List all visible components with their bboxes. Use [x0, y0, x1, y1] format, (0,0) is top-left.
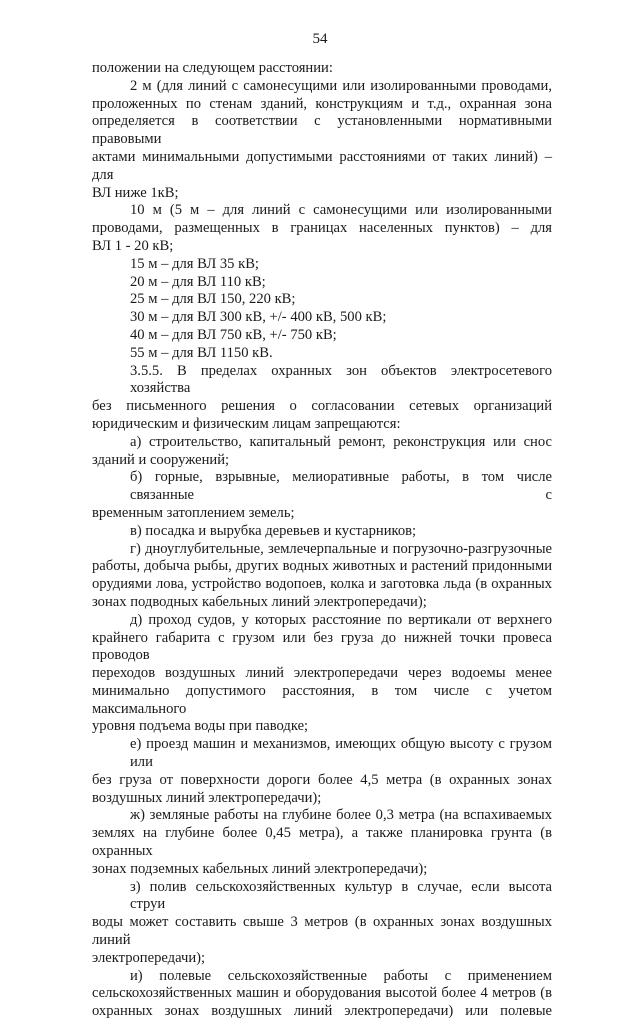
- text-line: проводами, размещенных в границах населенных пунктов) – для: [92, 220, 552, 237]
- text-line: б) горные, взрывные, мелиоративные работы, в том числе связанные с: [130, 469, 552, 504]
- text-line: е) проезд машин и механизмов, имеющих общую высоту с грузом или: [130, 736, 552, 771]
- text-line: и) полевые сельскохозяйственные работы с применением: [130, 967, 552, 984]
- text-line: 2 м (для линий с самонесущими или изолированными проводами,: [130, 77, 552, 94]
- text-line: уровня подъема воды при паводке;: [92, 718, 309, 735]
- text-line: 30 м – для ВЛ 300 кВ, +/- 400 кВ, 500 кВ;: [130, 309, 387, 326]
- document-body: [92, 60, 552, 1021]
- text-line: без груза от поверхности дороги более 4,5 метра (в охранных зонах: [92, 771, 552, 788]
- text-line: 15 м – для ВЛ 35 кВ;: [130, 255, 259, 272]
- text-line: зонах подземных кабельных линий электропередачи);: [92, 860, 428, 877]
- text-line: г) дноуглубительные, землечерпальные и погрузочно-разгрузочные: [130, 540, 552, 557]
- text-line: д) проход судов, у которых расстояние по вертикали от верхнего: [130, 611, 552, 628]
- text-line: ВЛ ниже 1кВ;: [92, 184, 179, 201]
- text-line: ВЛ 1 - 20 кВ;: [92, 237, 174, 254]
- text-line: переходов воздушных линий электропередачи через водоемы менее: [92, 665, 552, 682]
- text-line: 10 м (5 м – для линий с самонесущими или изолированными: [130, 202, 552, 219]
- text-line: работы, добыча рыбы, других водных животных и растений придонными: [92, 558, 552, 575]
- text-line: актами минимальными допустимыми расстояниями от таких линий) – для: [92, 148, 552, 183]
- text-line: 20 м – для ВЛ 110 кВ;: [130, 273, 266, 290]
- text-line: в) посадка и вырубка деревьев и кустарников;: [130, 522, 417, 539]
- text-line: 25 м – для ВЛ 150, 220 кВ;: [130, 291, 296, 308]
- text-line: воды может составить свыше 3 метров (в охранных зонах воздушных линий: [92, 914, 552, 949]
- text-line: положении на следующем расстоянии:: [92, 60, 333, 76]
- text-line: орудиями лова, устройство водопоев, колка и заготовка льда (в охранных: [92, 576, 552, 593]
- text-line: крайнего габарита с грузом или без груза до нижней точки провеса проводов: [92, 629, 552, 664]
- text-line: 55 м – для ВЛ 1150 кВ.: [130, 344, 273, 361]
- text-line: воздушных линий электропередачи);: [92, 789, 322, 806]
- text-line: проложенных по стенам зданий, конструкциям и т.д., охранная зона: [92, 95, 552, 112]
- text-line: зданий и сооружений;: [92, 451, 230, 468]
- text-line: землях на глубине более 0,45 метра), а также планировка грунта (в охранных: [92, 825, 552, 860]
- text-line: временным затоплением земель;: [92, 504, 295, 521]
- text-line: а) строительство, капитальный ремонт, реконструкция или снос: [130, 433, 552, 450]
- text-line: з) полив сельскохозяйственных культур в случае, если высота струи: [130, 878, 552, 913]
- text-line: минимально допустимого расстояния, в том числе с учетом максимального: [92, 682, 552, 717]
- text-line: ж) земляные работы на глубине более 0,3 метра (на вспахиваемых: [130, 807, 552, 824]
- text-line: определяется в соответствии с установленными нормативными правовыми: [92, 113, 552, 148]
- text-line: зонах подводных кабельных линий электропередачи);: [92, 593, 427, 610]
- page-number: 54: [312, 31, 328, 47]
- text-line: сельскохозяйственных машин и оборудования высотой более 4 метров (в: [92, 985, 552, 1002]
- text-line: охранных зонах воздушных линий электропередачи) или полевые: [92, 1003, 552, 1020]
- text-line: юридическим и физическим лицам запрещаются:: [92, 415, 401, 432]
- text-line: без письменного решения о согласовании сетевых организаций: [92, 398, 552, 415]
- text-line: 40 м – для ВЛ 750 кВ, +/- 750 кВ;: [130, 326, 337, 343]
- text-line: 3.5.5. В пределах охранных зон объектов электросетевого хозяйства: [130, 362, 552, 397]
- text-line: электропередачи);: [92, 949, 206, 966]
